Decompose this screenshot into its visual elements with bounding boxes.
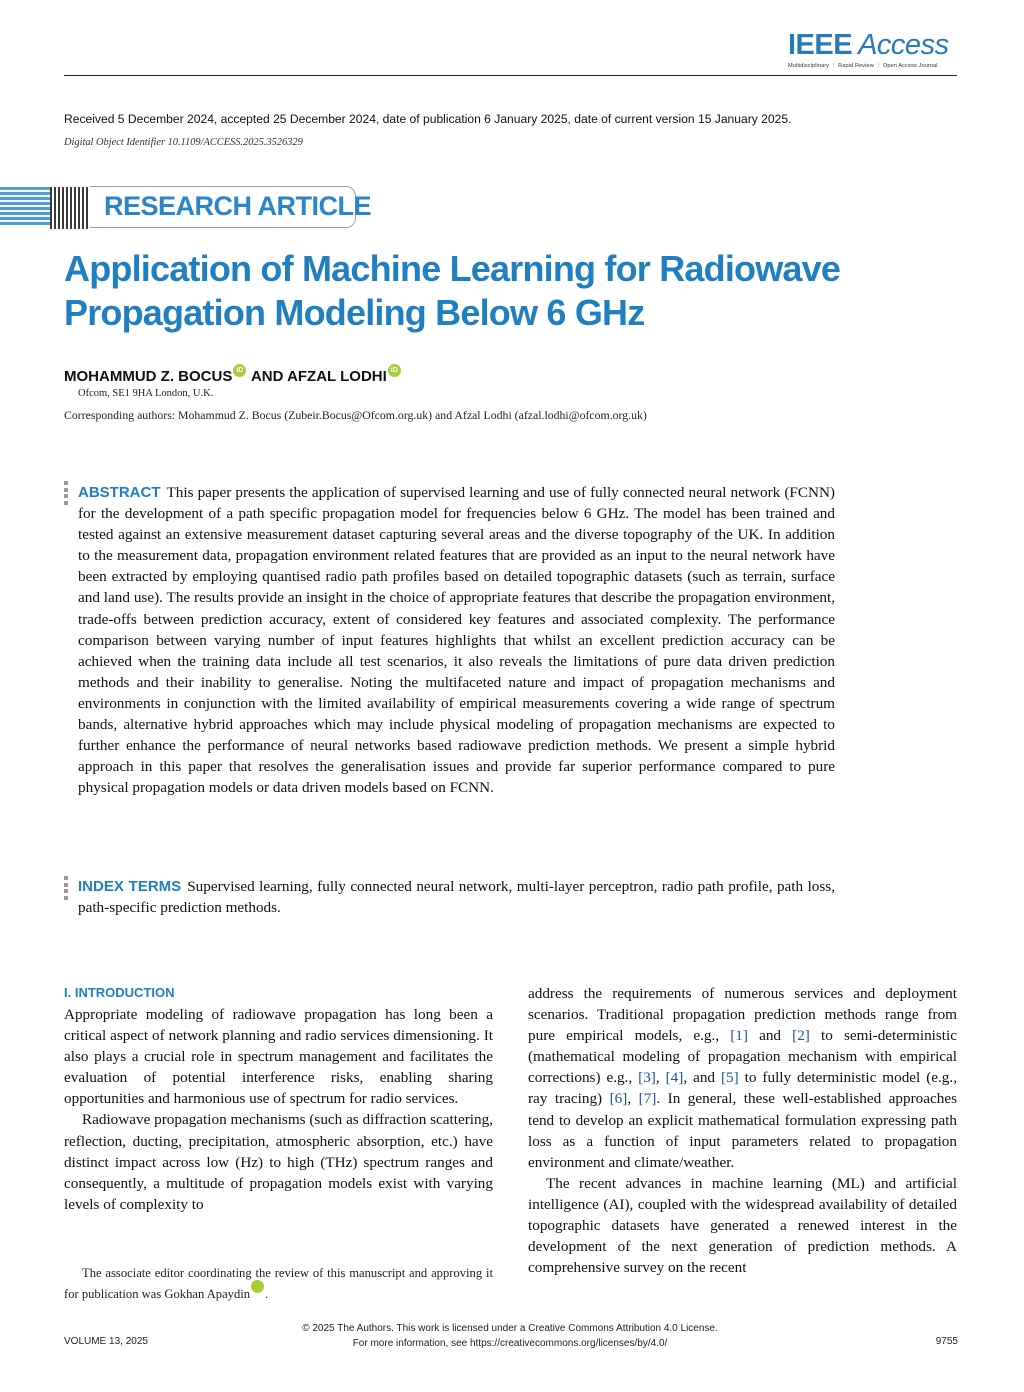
license-link[interactable]: For more information, see https://creativecommons.org/licenses/by/4.0/: [352, 1338, 668, 1349]
license-notice: [240, 1321, 780, 1351]
text-run: ,: [627, 1090, 639, 1108]
paragraph: Radiowave propagation mechanisms (such as diffraction scattering, reflection, ducting, precipitation, atmospheric absorption, etc.) have distinct impact across low (Hz) to high (THz) spectrum ranges and consequently, a multitude of propagation models exist with varying levels of complexity to: [64, 1111, 493, 1213]
received-dates: Received 5 December 2024, accepted 25 December 2024, date of publication 6 January 2025, date of current version 15 January 2025.: [64, 112, 792, 126]
ieee-access-logo: [788, 30, 954, 76]
index-terms-text: Supervised learning, fully connected neural network, multi-layer perceptron, radio path profile, path loss, path-specific prediction methods.: [78, 878, 836, 917]
abstract-text: This paper presents the application of supervised learning and use of fully connected neural network (FCNN) for the development of a path specific propagation model for frequencies below 6 GHz. The model has been trained and tested against an extensive measurement dataset capturing several areas and the diverse topography of the UK. In addition to the measurement data, propagation environment related features that are provided as an input to the neural network have been extracted by employing quantised radio path profiles based on detailed topographic datasets (such as terrain, surface and land use). The results provide an insight in the choice of appropriate features that describe the propagation environment, trade-offs between prediction accuracy, extent of considered key features and associated complexity. The performance comparison between varying number of input features highlights that whilst an excellent prediction accuracy can be achieved when the training data include all test scenarios, it also reveals the limitations of pure data driven prediction methods and their inability to generalise. Noting the multifaceted nature and impact of propagation mechanisms and environments in conjunction with the limited availability of empirical measurements covering a wide range of spectrum bands, alternative hybrid approaches which may include physical modeling of propagation mechanisms are expected to further enhance the performance of neural networks based radiowave prediction methods. We present a simple hybrid approach in this paper that resolves the generalisation issues and provide far superior performance compared to pure physical propagation models or data driven models based on FCNN.: [78, 484, 835, 797]
text-run: . In general, these well-established approaches tend to develop an explicit mathematical formulation expressing path loss as a function of input parameters related to propagation environment and climate/weather.: [528, 1090, 957, 1171]
orcid-icon[interactable]: iD: [233, 364, 246, 377]
footnote-text: The associate editor coordinating the review of this manuscript and approving it for publication was Gokhan Apaydin: [64, 1266, 493, 1301]
paragraph: [528, 983, 957, 1173]
abstract-label: ABSTRACT: [78, 484, 161, 501]
right-column: [528, 983, 957, 1278]
text-run: and: [747, 1027, 793, 1045]
citation-link[interactable]: [7]: [638, 1090, 657, 1108]
volume-info: VOLUME 13, 2025: [64, 1336, 148, 1347]
affiliation: Ofcom, SE1 9HA London, U.K.: [78, 388, 214, 399]
logo-tagline: Multidisciplinary ⋮ Rapid Review ⋮ Open Access Journal: [788, 63, 938, 69]
author-name: AFZAL LODHI: [287, 368, 387, 385]
paragraph: Appropriate modeling of radiowave propagation has long been a critical aspect of network planning and radio services dimensioning. It also plays a crucial role in spectrum management and facilitates the evaluation of potential interference risks, enabling sharing opportunities and harmonious use of spectrum for radio services.: [64, 1006, 493, 1108]
citation-link[interactable]: [4]: [665, 1069, 684, 1087]
citation-link[interactable]: [3]: [638, 1069, 656, 1087]
orcid-icon[interactable]: iD: [251, 1280, 264, 1293]
paper-title: Application of Machine Learning for Radiowave Propagation Modeling Below 6 GHz: [64, 248, 841, 333]
footnote-end: .: [265, 1287, 269, 1301]
license-line: © 2025 The Authors. This work is licensed under a Creative Commons Attribution 4.0 License.: [302, 1323, 718, 1334]
index-terms: [78, 876, 835, 918]
author-name: MOHAMMUD Z. BOCUS: [64, 368, 233, 385]
abstract-dots-icon: [64, 481, 68, 507]
logo-ieee: IEEE: [788, 29, 853, 61]
page-number: 9755: [935, 1336, 958, 1347]
author-connector: AND: [247, 368, 288, 385]
abstract: [78, 482, 835, 798]
editor-footnote: [64, 1263, 493, 1305]
citation-link[interactable]: [1]: [730, 1027, 748, 1045]
header-divider: [64, 75, 957, 76]
citation-link[interactable]: [5]: [720, 1069, 739, 1087]
logo-access: Access: [858, 29, 949, 61]
citation-link[interactable]: [6]: [609, 1090, 628, 1108]
index-terms-dots-icon: [64, 876, 68, 902]
text-run: , and: [683, 1069, 721, 1087]
banner-barcode-icon: [50, 187, 90, 229]
citation-link[interactable]: [2]: [792, 1027, 810, 1045]
left-column: [64, 1004, 493, 1215]
author-list: [64, 368, 402, 385]
article-type: RESEARCH ARTICLE: [104, 191, 372, 221]
text-run: to semi-deterministic (mathematical modeling of propagation mechanism with empirical corrections) e.g.,: [528, 1027, 957, 1087]
paragraph: The recent advances in machine learning (ML) and artificial intelligence (AI), coupled with the widespread availability of detailed topographic datasets have generated a renewed interest in the development of the next generation of prediction methods. A comprehensive survey on the recent: [528, 1174, 957, 1277]
text-run: to fully deterministic model (e.g., ray tracing): [528, 1069, 957, 1108]
corresponding-authors: Corresponding authors: Mohammud Z. Bocus (Zubeir.Bocus@Ofcom.org.uk) and Afzal Lodhi (afzal.lodhi@ofcom.org.uk): [64, 408, 647, 422]
doi-line: Digital Object Identifier 10.1109/ACCESS.2025.3526329: [64, 137, 303, 148]
text-run: ,: [655, 1069, 666, 1087]
section-heading: I. INTRODUCTION: [64, 985, 175, 1000]
text-run: address the requirements of numerous services and deployment scenarios. Traditional propagation prediction methods range from pure empirical models, e.g.,: [528, 985, 957, 1045]
index-terms-label: INDEX TERMS: [78, 878, 182, 895]
banner-stripes-icon: [0, 187, 50, 229]
orcid-icon[interactable]: iD: [388, 364, 401, 377]
